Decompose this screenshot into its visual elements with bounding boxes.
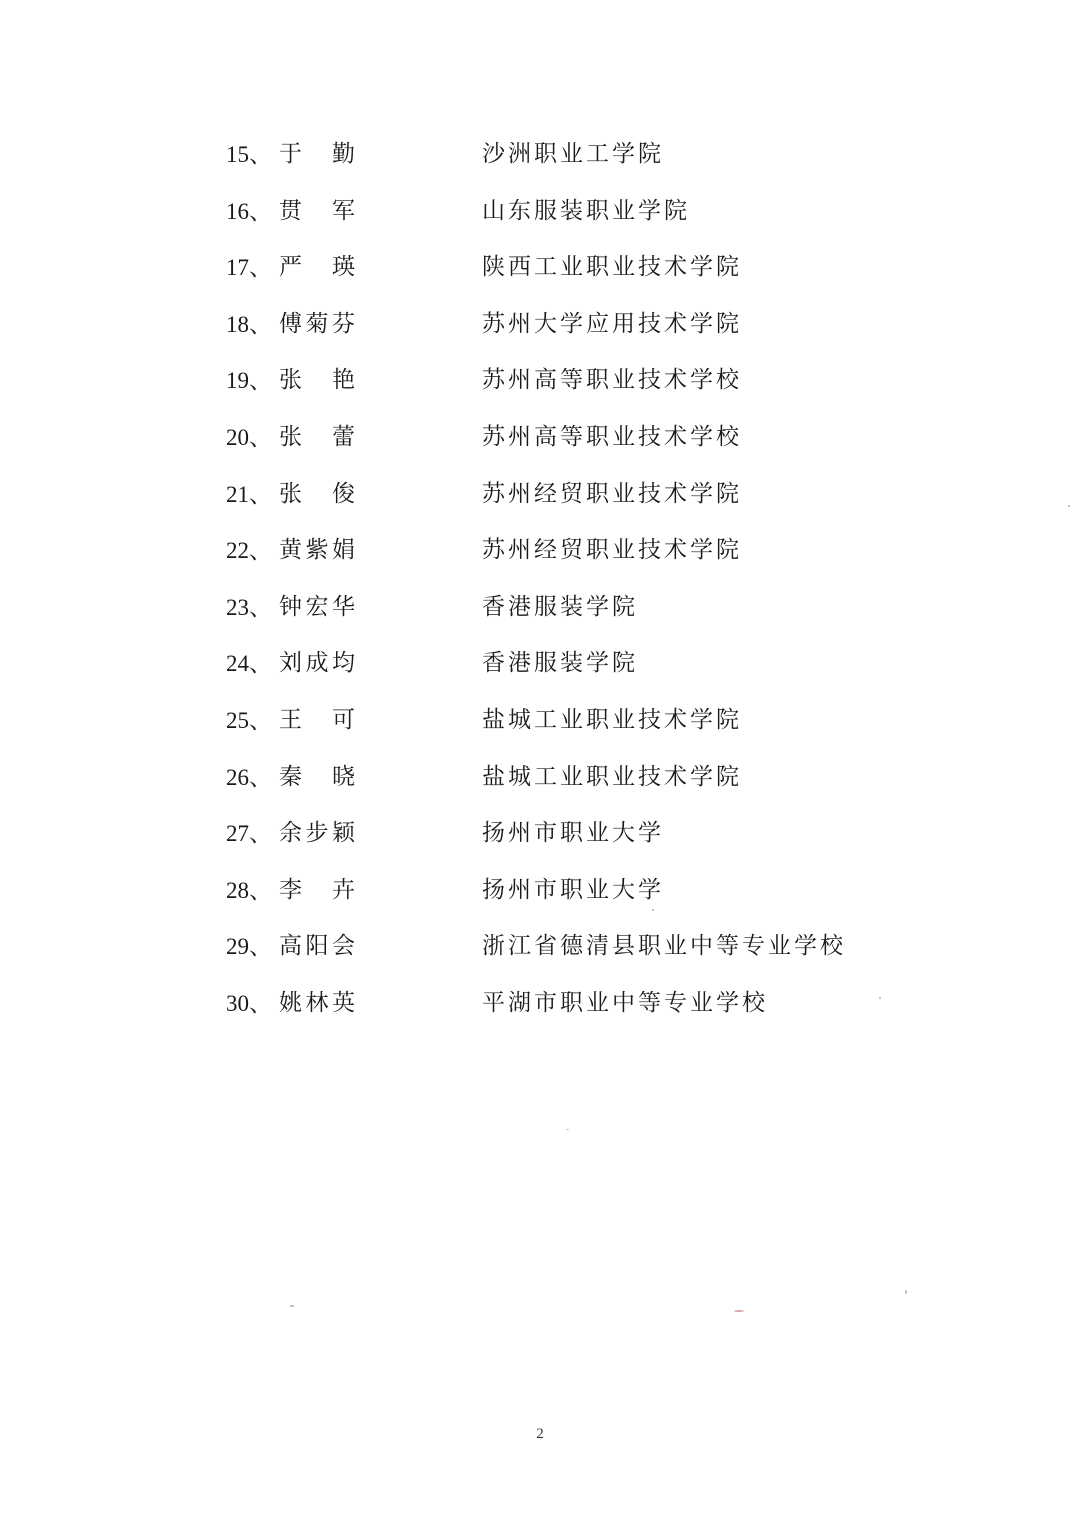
scan-speck (734, 1310, 744, 1312)
name-list (0, 122, 1080, 1028)
institution-name: 浙江省德清县职业中等专业学校 (482, 933, 846, 960)
person-name: 贯 军 (279, 197, 355, 224)
institution-name: 扬州市职业大学 (482, 876, 664, 903)
institution-name: 香港服装学院 (482, 593, 638, 620)
person-name: 傅菊芬 (279, 310, 355, 337)
person-name: 张 艳 (279, 367, 355, 394)
list-item (0, 688, 1080, 745)
list-item (0, 348, 1080, 405)
institution-name: 盐城工业职业技术学院 (482, 706, 742, 733)
institution-name: 苏州经贸职业技术学院 (482, 537, 742, 564)
person-name: 于 勤 (279, 141, 355, 167)
scan-speck (652, 909, 654, 911)
institution-name: 陕西工业职业技术学院 (482, 254, 742, 281)
list-item (0, 631, 1080, 688)
institution-name: 盐城工业职业技术学院 (482, 763, 742, 790)
entry-number: 26、 (226, 764, 272, 790)
entry-number: 18、 (226, 311, 272, 337)
list-item (0, 745, 1080, 802)
entry-number: 16、 (226, 198, 272, 224)
list-item (0, 575, 1080, 632)
entry-number: 23、 (226, 594, 272, 620)
person-name: 余步颖 (279, 820, 355, 847)
entry-number: 30、 (226, 990, 272, 1016)
person-name: 张 蕾 (279, 423, 355, 450)
entry-number: 22、 (226, 538, 272, 564)
entry-number: 27、 (226, 821, 272, 847)
entry-number: 28、 (226, 877, 272, 903)
entry-number: 20、 (226, 424, 272, 450)
list-item (0, 971, 1080, 1028)
scan-speck (290, 1305, 294, 1307)
entry-number: 17、 (226, 255, 272, 281)
institution-name: 扬州市职业大学 (482, 820, 664, 847)
person-name: 钟宏华 (279, 593, 355, 620)
person-name: 王 可 (279, 706, 355, 733)
entry-number: 24、 (226, 651, 272, 677)
list-item (0, 914, 1080, 971)
person-name: 黄紫娟 (279, 537, 355, 564)
person-name: 刘成均 (279, 650, 355, 677)
list-item (0, 518, 1080, 575)
entry-number: 15、 (226, 142, 272, 167)
person-name: 张 俊 (279, 480, 355, 507)
list-item (0, 122, 1080, 179)
institution-name: 苏州高等职业技术学校 (482, 367, 742, 394)
list-item (0, 858, 1080, 915)
entry-number: 19、 (226, 368, 272, 394)
list-item (0, 179, 1080, 236)
list-item (0, 405, 1080, 462)
person-name: 姚林英 (279, 989, 355, 1016)
list-item (0, 235, 1080, 292)
scan-speck (566, 1129, 569, 1130)
scan-speck (1068, 505, 1070, 507)
entry-number: 21、 (226, 481, 272, 507)
institution-name: 山东服装职业学院 (482, 197, 690, 224)
scan-speck (879, 997, 881, 999)
list-item (0, 292, 1080, 349)
list-item (0, 801, 1080, 858)
scan-speck (905, 1290, 907, 1294)
institution-name: 苏州经贸职业技术学院 (482, 480, 742, 507)
institution-name: 苏州高等职业技术学校 (482, 423, 742, 450)
person-name: 李 卉 (279, 876, 355, 903)
entry-number: 25、 (226, 707, 272, 733)
institution-name: 沙洲职业工学院 (482, 141, 664, 167)
entry-number: 29、 (226, 934, 272, 960)
institution-name: 苏州大学应用技术学院 (482, 310, 742, 337)
page-number: 2 (536, 1426, 544, 1442)
person-name: 秦 晓 (279, 763, 355, 790)
person-name: 高阳会 (279, 933, 355, 960)
person-name: 严 瑛 (279, 254, 355, 281)
institution-name: 香港服装学院 (482, 650, 638, 677)
list-item (0, 462, 1080, 519)
institution-name: 平湖市职业中等专业学校 (482, 989, 768, 1016)
